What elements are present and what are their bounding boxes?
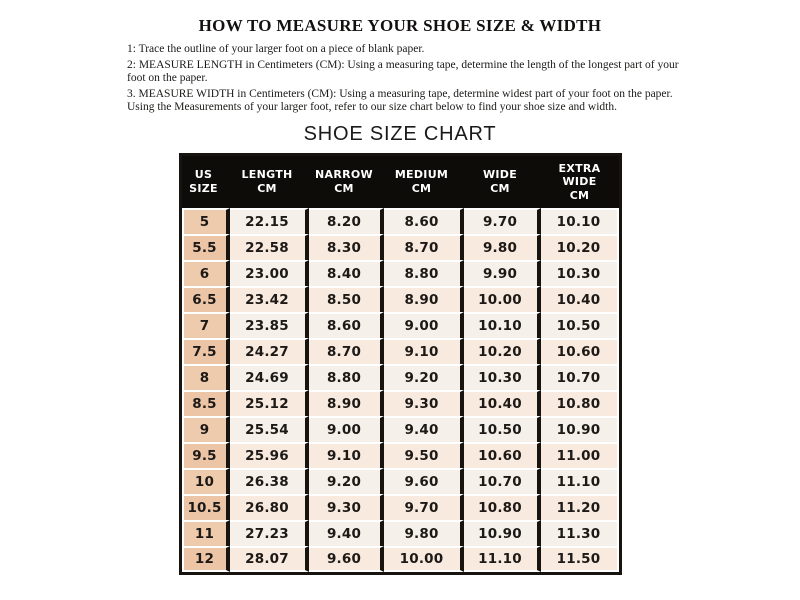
cell-us-size: 12: [182, 546, 230, 572]
cell-extra-wide-cm: 10.80: [541, 390, 619, 416]
cell-length-cm: 25.54: [230, 416, 309, 442]
cell-narrow-cm: 9.60: [309, 546, 384, 572]
table-row: [182, 364, 619, 390]
cell-wide-cm: 10.50: [464, 416, 541, 442]
table-row: [182, 546, 619, 572]
size-table-grid: [182, 156, 619, 572]
cell-us-size: 7: [182, 312, 230, 338]
cell-extra-wide-cm: 10.10: [541, 208, 619, 234]
cell-length-cm: 27.23: [230, 520, 309, 546]
cell-narrow-cm: 9.00: [309, 416, 384, 442]
cell-length-cm: 28.07: [230, 546, 309, 572]
cell-extra-wide-cm: 11.30: [541, 520, 619, 546]
cell-length-cm: 23.42: [230, 286, 309, 312]
cell-wide-cm: 9.80: [464, 234, 541, 260]
cell-us-size: 6.5: [182, 286, 230, 312]
cell-narrow-cm: 8.90: [309, 390, 384, 416]
column-header-extra-wide-cm: EXTRA WIDE CM: [541, 156, 619, 208]
table-row: [182, 208, 619, 234]
cell-medium-cm: 8.80: [384, 260, 464, 286]
cell-extra-wide-cm: 11.10: [541, 468, 619, 494]
cell-extra-wide-cm: 10.70: [541, 364, 619, 390]
table-row: [182, 260, 619, 286]
cell-narrow-cm: 9.30: [309, 494, 384, 520]
cell-narrow-cm: 8.60: [309, 312, 384, 338]
cell-narrow-cm: 9.10: [309, 442, 384, 468]
cell-narrow-cm: 8.30: [309, 234, 384, 260]
table-row: [182, 390, 619, 416]
cell-length-cm: 25.12: [230, 390, 309, 416]
table-header-row: [182, 156, 619, 208]
cell-narrow-cm: 8.50: [309, 286, 384, 312]
cell-medium-cm: 8.70: [384, 234, 464, 260]
cell-us-size: 5: [182, 208, 230, 234]
cell-us-size: 11: [182, 520, 230, 546]
cell-us-size: 10.5: [182, 494, 230, 520]
cell-narrow-cm: 9.20: [309, 468, 384, 494]
chart-heading: SHOE SIZE CHART: [303, 122, 497, 145]
cell-narrow-cm: 8.20: [309, 208, 384, 234]
cell-wide-cm: 10.90: [464, 520, 541, 546]
cell-us-size: 8: [182, 364, 230, 390]
cell-wide-cm: 9.70: [464, 208, 541, 234]
column-header-narrow-cm: NARROW CM: [309, 156, 384, 208]
cell-medium-cm: 9.40: [384, 416, 464, 442]
cell-medium-cm: 9.60: [384, 468, 464, 494]
cell-medium-cm: 9.30: [384, 390, 464, 416]
cell-length-cm: 22.15: [230, 208, 309, 234]
cell-wide-cm: 9.90: [464, 260, 541, 286]
cell-us-size: 9.5: [182, 442, 230, 468]
cell-us-size: 9: [182, 416, 230, 442]
table-row: [182, 286, 619, 312]
instructions: [127, 43, 679, 114]
size-table: [179, 153, 622, 575]
cell-medium-cm: 9.20: [384, 364, 464, 390]
column-header-medium-cm: MEDIUM CM: [384, 156, 464, 208]
cell-extra-wide-cm: 10.50: [541, 312, 619, 338]
cell-wide-cm: 10.00: [464, 286, 541, 312]
instruction-step-2: 2: MEASURE LENGTH in Centimeters (CM): Using a measuring tape, determine the length of the longest part of your foot on the paper.: [127, 58, 679, 84]
table-row: [182, 494, 619, 520]
table-row: [182, 416, 619, 442]
table-row: [182, 468, 619, 494]
cell-medium-cm: 9.10: [384, 338, 464, 364]
cell-wide-cm: 10.60: [464, 442, 541, 468]
table-row: [182, 234, 619, 260]
cell-wide-cm: 10.80: [464, 494, 541, 520]
cell-length-cm: 24.69: [230, 364, 309, 390]
cell-us-size: 10: [182, 468, 230, 494]
page-title: HOW TO MEASURE YOUR SHOE SIZE & WIDTH: [198, 16, 602, 35]
cell-extra-wide-cm: 10.20: [541, 234, 619, 260]
cell-extra-wide-cm: 11.50: [541, 546, 619, 572]
cell-narrow-cm: 9.40: [309, 520, 384, 546]
cell-length-cm: 23.00: [230, 260, 309, 286]
cell-us-size: 6: [182, 260, 230, 286]
cell-wide-cm: 10.30: [464, 364, 541, 390]
cell-medium-cm: 9.80: [384, 520, 464, 546]
cell-extra-wide-cm: 11.20: [541, 494, 619, 520]
cell-length-cm: 26.38: [230, 468, 309, 494]
cell-narrow-cm: 8.70: [309, 338, 384, 364]
cell-extra-wide-cm: 10.40: [541, 286, 619, 312]
column-header-length-cm: LENGTH CM: [230, 156, 309, 208]
cell-wide-cm: 11.10: [464, 546, 541, 572]
cell-us-size: 8.5: [182, 390, 230, 416]
cell-length-cm: 23.85: [230, 312, 309, 338]
cell-length-cm: 26.80: [230, 494, 309, 520]
cell-medium-cm: 9.50: [384, 442, 464, 468]
cell-length-cm: 22.58: [230, 234, 309, 260]
cell-us-size: 5.5: [182, 234, 230, 260]
cell-length-cm: 25.96: [230, 442, 309, 468]
cell-wide-cm: 10.70: [464, 468, 541, 494]
cell-us-size: 7.5: [182, 338, 230, 364]
cell-wide-cm: 10.40: [464, 390, 541, 416]
instruction-step-1: 1: Trace the outline of your larger foot on a piece of blank paper.: [127, 42, 425, 55]
table-row: [182, 520, 619, 546]
column-header-us-size: US SIZE: [182, 156, 230, 208]
instruction-step-3: 3. MEASURE WIDTH in Centimeters (CM): Using a measuring tape, determine widest part of your foot on the paper.: [127, 87, 673, 100]
cell-narrow-cm: 8.40: [309, 260, 384, 286]
cell-wide-cm: 10.10: [464, 312, 541, 338]
cell-extra-wide-cm: 10.60: [541, 338, 619, 364]
cell-medium-cm: 9.70: [384, 494, 464, 520]
cell-extra-wide-cm: 10.30: [541, 260, 619, 286]
column-header-wide-cm: WIDE CM: [464, 156, 541, 208]
cell-medium-cm: 9.00: [384, 312, 464, 338]
cell-narrow-cm: 8.80: [309, 364, 384, 390]
instruction-note: Using the Measurements of your larger foot, refer to our size chart below to find your shoe size and width.: [127, 100, 617, 113]
cell-wide-cm: 10.20: [464, 338, 541, 364]
cell-medium-cm: 10.00: [384, 546, 464, 572]
table-row: [182, 442, 619, 468]
table-row: [182, 338, 619, 364]
cell-medium-cm: 8.90: [384, 286, 464, 312]
cell-extra-wide-cm: 11.00: [541, 442, 619, 468]
table-row: [182, 312, 619, 338]
cell-extra-wide-cm: 10.90: [541, 416, 619, 442]
cell-length-cm: 24.27: [230, 338, 309, 364]
cell-medium-cm: 8.60: [384, 208, 464, 234]
